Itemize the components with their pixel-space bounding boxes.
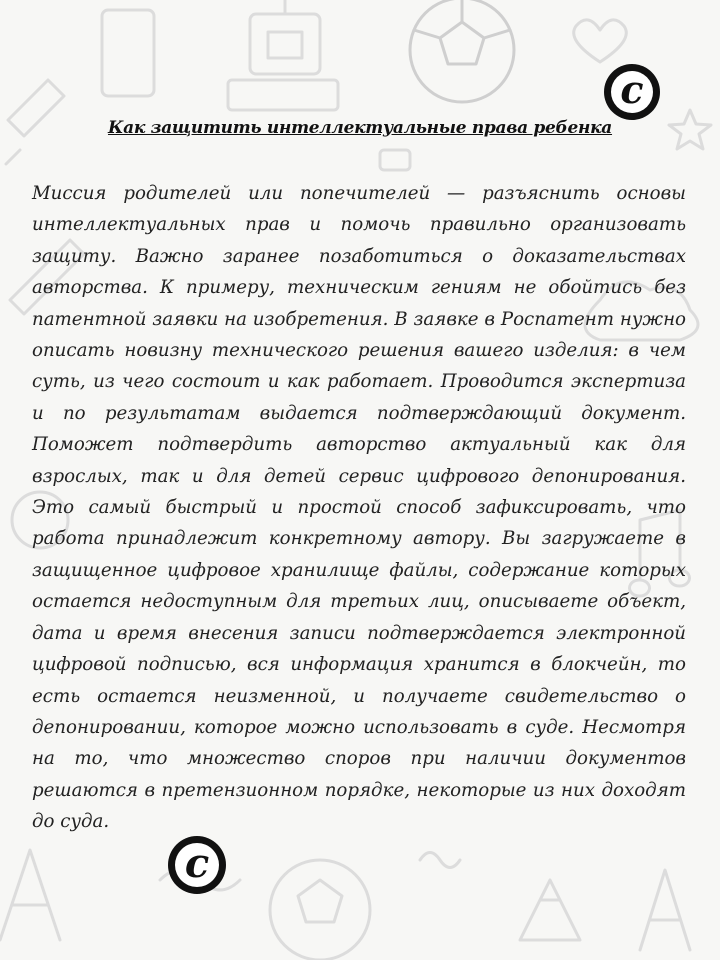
document-paragraph: Миссия родителей или попечителей — разъяснить основы интеллектуальных прав и помочь правильно организовать защиту. Важно заранее позаботиться о доказательствах авторства. К примеру, техническим гениям не обойтись без патентной заявки на изобретения. В заявке в Роспатент нужно описать новизну технического решения вашего изделия: в чем суть, из чего состоит и как работает. Проводится экспертиза и по результатам выдается подтверждающий документ. Поможет подтвердить авторство актуальный как для взрослых, так и для детей сервис цифрового депонирования. Это самый быстрый и простой способ зафиксировать, что работа принадлежит конкретному автору. Вы загружаете в защищенное цифровое хранилище файлы, содержание которых остается недоступным для третьих лиц, описываете объект, дата и время внесения записи подтверждается электронной цифровой подписью, вся информация хранится в блокчейн, то есть остается неизменной, и получаете свидетельство о депонировании, которое можно использовать в суде. Несмотря на то, что множество споров при наличии документов решаются в претензионном порядке, некоторые из них доходят до суда. (32, 183, 686, 833)
box-doodle (380, 150, 410, 170)
copyright-symbol: c (620, 67, 644, 112)
copyright-symbol: c (184, 840, 210, 887)
document-title: Как защитить интеллектуальные права ребенка (107, 118, 613, 138)
robot-icon (228, 0, 338, 110)
letter-a-icon-right (640, 870, 690, 950)
copyright-badge-bottom (168, 836, 226, 894)
wave-doodle-2 (420, 853, 460, 868)
football-icon-bottom (270, 860, 370, 960)
football-icon (410, 0, 514, 102)
copyright-badge-top (604, 64, 660, 120)
letter-a-icon (0, 850, 60, 940)
heart-icon (574, 20, 627, 62)
rocket-icon-bottom (520, 880, 580, 940)
phone-icon (102, 10, 154, 96)
